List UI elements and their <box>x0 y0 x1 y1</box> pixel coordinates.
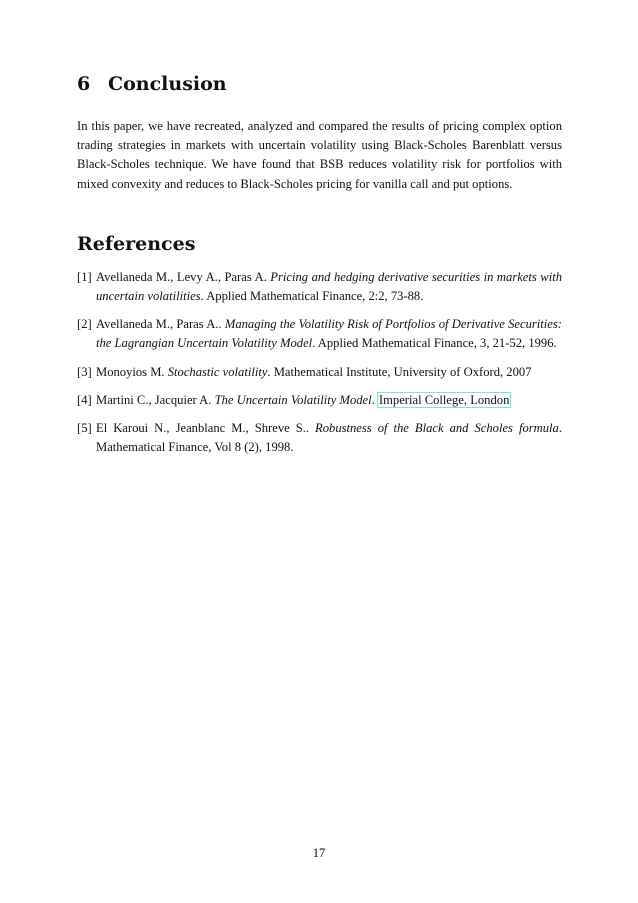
reference-title: Managing the Volatility Risk of Portfolios of Derivative Securities: the Lagrangian Uncertain Volatility Model <box>96 317 562 351</box>
reference-details: . Mathematical Finance, Vol 8 (2), 1998. <box>96 421 562 455</box>
reference-text <box>96 315 562 353</box>
reference-authors: Avellaneda M., Levy A., Paras A. <box>96 269 271 284</box>
references-heading: References <box>77 232 196 255</box>
reference-details: . Mathematical Institute, University of Oxford, 2007 <box>267 364 532 379</box>
reference-text <box>96 268 562 306</box>
reference-label: [4] <box>77 392 92 407</box>
reference-authors: Martini C., Jacquier A. <box>96 392 215 407</box>
conclusion-paragraph: In this paper, we have recreated, analyzed and compared the results of pricing complex option trading strategies in markets with uncertain volatility using Black-Scholes Barenblatt versus Black-Scholes technique. We have found that BSB reduces volatility risk for portfolios with mixed convexity and reduces to Black-Scholes pricing for vanilla call and put options. <box>77 119 562 191</box>
reference-authors: El Karoui N., Jeanblanc M., Shreve S.. <box>96 421 316 436</box>
reference-title: Robustness of the Black and Scholes formula <box>315 421 559 436</box>
reference-title: The Uncertain Volatility Model <box>214 392 372 407</box>
reference-text <box>96 363 562 382</box>
reference-text <box>96 391 562 410</box>
reference-item-4 <box>77 391 562 410</box>
reference-item-1 <box>77 268 562 306</box>
reference-label: [3] <box>77 364 92 379</box>
reference-label: [5] <box>77 421 92 436</box>
reference-details: . <box>371 392 378 407</box>
conclusion-heading <box>77 72 562 96</box>
reference-text <box>96 419 562 457</box>
reference-item-5 <box>77 419 562 457</box>
reference-link[interactable]: Imperial College, London <box>378 392 510 407</box>
reference-label: [1] <box>77 269 92 284</box>
reference-details: . Applied Mathematical Finance, 3, 21-52, 1996. <box>312 336 557 351</box>
reference-authors: Monoyios M. <box>96 364 168 379</box>
reference-title: Stochastic volatility <box>167 364 268 379</box>
reference-authors: Avellaneda M., Paras A.. <box>96 317 225 332</box>
section-number: 6 <box>77 73 91 95</box>
page-content <box>77 72 562 466</box>
reference-item-2 <box>77 315 562 353</box>
reference-list <box>77 268 562 458</box>
reference-details: . Applied Mathematical Finance, 2:2, 73-88. <box>200 289 424 304</box>
reference-label: [2] <box>77 317 92 332</box>
reference-item-3 <box>77 363 562 382</box>
section-title: Conclusion <box>108 73 227 95</box>
page-number: 17 <box>312 846 326 860</box>
reference-title: Pricing and hedging derivative securities in markets with uncertain volatilities <box>96 269 562 304</box>
